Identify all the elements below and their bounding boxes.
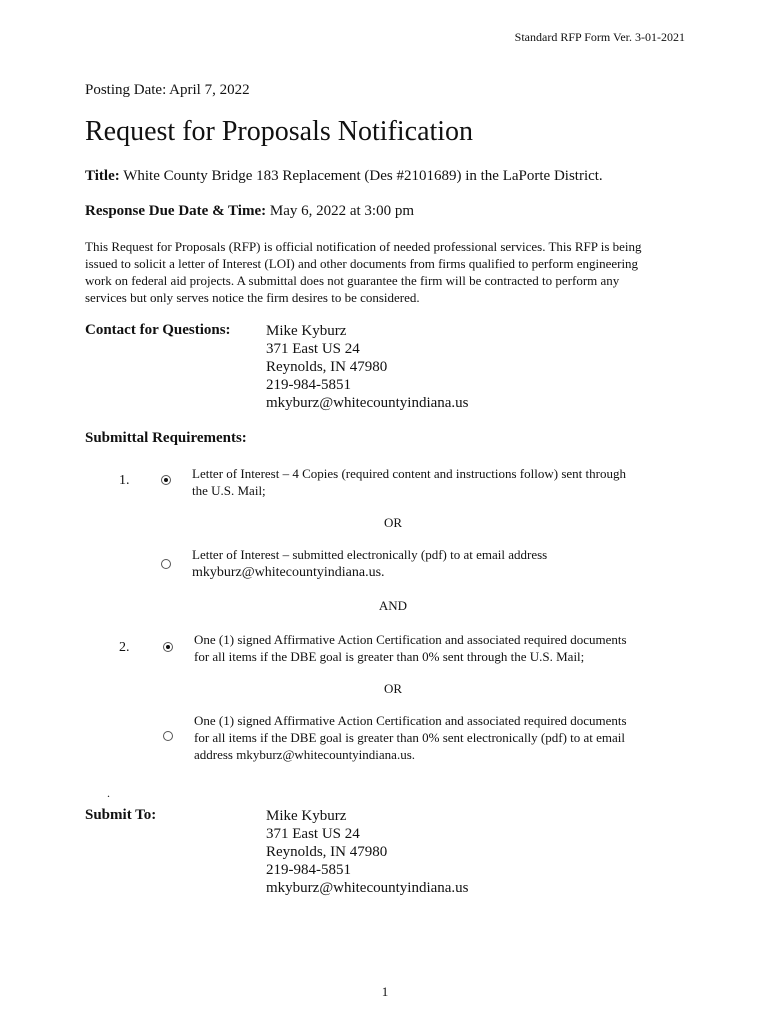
and-separator: AND (378, 598, 408, 613)
item-line: the U.S. Mail; (192, 483, 266, 498)
item-line: One (1) signed Affirmative Action Certification and associated required documents (194, 632, 627, 647)
stray-dot: . (107, 786, 110, 800)
submittal-label: Submittal Requirements: (85, 430, 247, 446)
submit-street: 371 East US 24 (266, 826, 360, 842)
submit-city: Reynolds, IN 47980 (266, 844, 388, 860)
item-line: address mkyburz@whitecountyindiana.us. (194, 747, 416, 762)
item2-mail-radio[interactable] (163, 642, 173, 652)
intro-line: work on federal aid projects. A submittal does not guarantee the firm will be contracted to perform any (85, 273, 620, 288)
item-number: 1. (119, 473, 130, 488)
item-line: Letter of Interest – submitted electronically (pdf) to at email address (192, 547, 548, 562)
submit-email: mkyburz@whitecountyindiana.us (266, 880, 469, 896)
due-value: May 6, 2022 at 3:00 pm (269, 203, 415, 219)
form-version: Standard RFP Form Ver. 3-01-2021 (514, 30, 685, 44)
item2-electronic-text (194, 712, 674, 763)
submit-name: Mike Kyburz (266, 808, 347, 824)
due-date-line (85, 203, 414, 220)
item2-mail-text (194, 631, 694, 665)
title-line (85, 168, 603, 185)
contact-city: Reynolds, IN 47980 (266, 359, 388, 375)
item-line: Letter of Interest – 4 Copies (required content and instructions follow) sent through (192, 466, 626, 481)
item-line: for all items if the DBE goal is greater than 0% sent electronically (pdf) to at email (194, 730, 626, 745)
intro-line: issued to solicit a letter of Interest (LOI) and other documents from firms qualified to perform engineering (85, 256, 639, 271)
item-line: mkyburz@whitecountyindiana.us. (192, 565, 385, 580)
item2-electronic-radio[interactable] (163, 731, 173, 741)
item1-electronic-radio[interactable] (161, 559, 171, 569)
or-separator: OR (383, 515, 403, 530)
intro-line: This Request for Proposals (RFP) is official notification of needed professional services. This RFP is being (85, 239, 642, 254)
contact-address (266, 322, 469, 412)
contact-name: Mike Kyburz (266, 323, 347, 339)
intro-paragraph (85, 238, 685, 306)
posting-date: Posting Date: April 7, 2022 (85, 82, 250, 98)
item-line: for all items if the DBE goal is greater than 0% sent through the U.S. Mail; (194, 649, 585, 664)
item1-electronic-text (192, 546, 692, 581)
contact-email: mkyburz@whitecountyindiana.us (266, 395, 469, 411)
item-line: One (1) signed Affirmative Action Certification and associated required documents (194, 713, 627, 728)
contact-label: Contact for Questions: (85, 322, 231, 338)
submit-to-address (266, 807, 469, 897)
submit-to-label: Submit To: (85, 807, 157, 823)
page-title: Request for Proposals Notification (85, 116, 474, 147)
due-label: Response Due Date & Time: (85, 203, 267, 219)
submit-phone: 219-984-5851 (266, 862, 351, 878)
item1-mail-text (192, 465, 692, 499)
contact-phone: 219-984-5851 (266, 377, 351, 393)
contact-street: 371 East US 24 (266, 341, 360, 357)
page-number: 1 (381, 984, 389, 999)
or-separator: OR (383, 681, 403, 696)
title-label: Title: (85, 168, 120, 184)
item-number: 2. (119, 640, 130, 655)
intro-line: services but only serves notice the firm desires to be considered. (85, 290, 420, 305)
title-value: White County Bridge 183 Replacement (Des #2101689) in the LaPorte District. (123, 168, 603, 184)
item1-mail-radio[interactable] (161, 475, 171, 485)
